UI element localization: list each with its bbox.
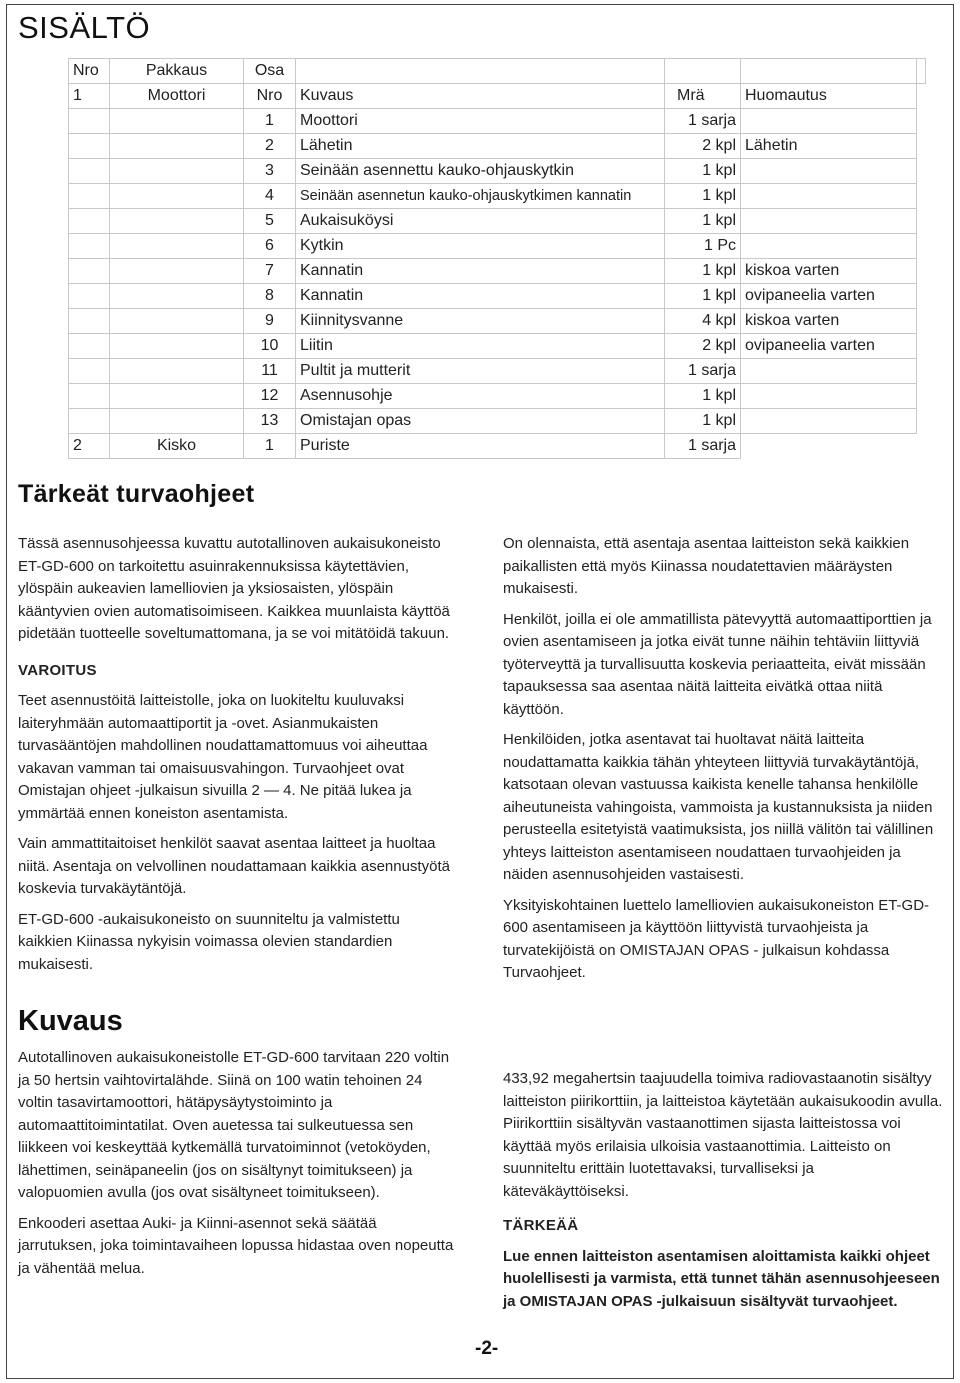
part-number: 3: [244, 159, 296, 184]
package-name: Moottori: [110, 84, 244, 109]
liability-paragraph: Henkilöiden, jotka asentavat tai huoltavat näitä laitteita noudattamatta kaikkia tähän yhteyteen liittyviä turvakäytäntöjä, katsotaan olevan vastuussa kaikista kenelle tahansa henkilölle aiheutuneista vahingoista, vammoista ja kustannuksista ja niiden perusteella esitetyistä vaatimuksista, jos niillä välitön tai välillinen yhteys laitteiston asentamiseen noudattaen turvaohjeiden ja näiden asennusohjeiden vastaisesti.: [503, 731, 934, 883]
part-note: [741, 159, 917, 184]
part-description: Seinään asennettu kauko-ohjauskytkin: [296, 159, 665, 184]
part-quantity: 1 Pc: [665, 234, 741, 259]
header-nro: Nro: [69, 59, 110, 84]
row-empty-cell: [110, 209, 244, 234]
warning-text: Teet asennustöitä laitteistolle, joka on luokiteltu kuuluvaksi laiteryhmään automaattiportit ja -ovet. Asianmukaisten turvasääntöjen mahdollinen noudattamattomuus voi aiheuttaa vakavan vamman tai omaisuusvahingon. Turvaohjeet ovat Omistajan ohjeet -julkaisun sivuilla 2 — 4. Ne pitää lukea ja ymmärtää ennen koneiston asentamista.: [18, 692, 428, 822]
header-empty-cell: [741, 59, 917, 84]
row-empty-cell: [110, 234, 244, 259]
table-row: [69, 309, 926, 334]
table-row: [69, 284, 926, 309]
parts-table: [68, 58, 926, 459]
row-empty-cell: [69, 184, 110, 209]
table-subheader-row: [69, 84, 926, 109]
row-empty-cell: [69, 159, 110, 184]
part-number: 4: [244, 184, 296, 209]
part-quantity: 1 kpl: [665, 384, 741, 409]
row-empty-cell: [110, 359, 244, 384]
row-empty-cell: [69, 384, 110, 409]
subheader-kuvaus: Kuvaus: [296, 84, 665, 109]
qualification-paragraph: Henkilöt, joilla ei ole ammatillista pätevyyttä automaattiporttien ja ovien asentamiseen ja jotka eivät tunne näihin tehtäviin liittyviä työterveyttä ja turvallisuutta koskevia periaatteita, eivät missään tapauksessa saa asentaa näitä laitteita eivätkä ottaa niitä käyttöön.: [503, 610, 932, 718]
part-note: [741, 109, 917, 134]
table-row: [69, 384, 926, 409]
row-empty-cell: [110, 384, 244, 409]
row-empty-cell: [110, 159, 244, 184]
subheader-osa-nro: Nro: [244, 84, 296, 109]
owner-guide-paragraph: Yksityiskohtainen luettelo lamelliovien aukaisukoneiston ET-GD-600 asentamiseen ja käyttöön liittyvistä turvaohjeista ja turvatekijöistä on OMISTAJAN OPAS - julkaisun kohdassa Turvaohjeet.: [503, 896, 930, 981]
part-number: 7: [244, 259, 296, 284]
table-row: [69, 159, 926, 184]
part-quantity: 1 kpl: [665, 184, 741, 209]
row-empty-cell: [69, 134, 110, 159]
header-empty-cell: [665, 59, 741, 84]
part-quantity: 1 sarja: [665, 359, 741, 384]
receiver-paragraph: 433,92 megahertsin taajuudella toimiva radiovastaanotin sisältyy laitteiston piirikorttiin, ja laitteistoa käytetään aukaisukoodin avulla. Piirikorttiin sisältyvän vastaanottimen sijasta laitteistossa voi käyttää myös erilaisia ulkoisia vastaanottimia. Laitteisto on suunniteltu erittäin luotettavaksi, turvalliseksi ja käteväkäyttöiseksi.: [503, 1070, 943, 1200]
table-row: [69, 359, 926, 384]
power-paragraph: Autotallinoven aukaisukoneistolle ET-GD-600 tarvitaan 220 voltin ja 50 hertsin vaihtovirtalähde. Siinä on 100 watin tehoinen 24 voltin tasavirtamoottori, hätäpysäytystoiminto ja automaattitoimintatilat. Oven auetessa tai sulkeutuessa sen liikkeen voi keskeyttää kytkemällä turvatoiminnot (vetoköyden, lähettimen, seinäpaneelin (jos on sisältynyt toimitukseen) ja valopuomien avulla (jos ovat sisältyneet toimitukseen).: [18, 1049, 450, 1201]
part-number: 1: [244, 434, 296, 459]
part-note: kiskoa varten: [741, 259, 917, 284]
page-number: -2-: [475, 1338, 499, 1359]
row-empty-cell: [110, 409, 244, 434]
part-number: 11: [244, 359, 296, 384]
row-empty-cell: [110, 109, 244, 134]
row-empty-cell: [69, 284, 110, 309]
part-quantity: 1 sarja: [665, 109, 741, 134]
compliance-paragraph: On olennaista, että asentaja asentaa laitteiston sekä kaikkien paikallisten että myös Kiinassa noudatettavien määräysten mukaisesti.: [503, 535, 910, 597]
description-right-column: [503, 1068, 943, 1321]
part-note: Lähetin: [741, 134, 917, 159]
subheader-huomautus: Huomautus: [741, 84, 917, 109]
table-row: [69, 109, 926, 134]
important-text: Lue ennen laitteiston asentamisen aloittamista kaikki ohjeet huolellisesti ja varmista, että tunnet tähän asennusohjeeseen ja OMISTAJAN OPAS -julkaisuun sisältyvät turvaohjeet.: [503, 1247, 940, 1310]
part-description: Kannatin: [296, 284, 665, 309]
part-quantity: 1 kpl: [665, 259, 741, 284]
row-empty-cell: [69, 209, 110, 234]
subheader-mra: Mrä: [665, 84, 741, 109]
part-description: Puriste: [296, 434, 665, 459]
part-number: 6: [244, 234, 296, 259]
part-description: Kannatin: [296, 259, 665, 284]
package-name: Kisko: [110, 434, 244, 459]
table-row: [69, 334, 926, 359]
safety-left-column: [18, 533, 458, 984]
part-quantity: 1 sarja: [665, 434, 741, 459]
part-description: Seinään asennetun kauko-ohjauskytkimen kannatin: [296, 184, 665, 209]
part-number: 5: [244, 209, 296, 234]
row-empty-cell: [110, 309, 244, 334]
safety-heading: Tärkeät turvaohjeet: [18, 480, 255, 508]
safety-intro: Tässä asennusohjeessa kuvattu autotallinoven aukaisukoneisto ET-GD-600 on tarkoitettu asuinrakennuksissa käytettävien, ylöspäin aukeavien lamelliovien ja yksiosaisten, ylöspäin kääntyvien ovien automatisoimiseen. Kaikkea muunlaista käyttöä pidetään tuotteelle soveltumattomana, ja se voi mitätöidä takuun.: [18, 535, 450, 642]
row-empty-cell: [69, 359, 110, 384]
professionals-paragraph: Vain ammattitaitoiset henkilöt saavat asentaa laitteet ja huoltaa niitä. Asentaja on velvollinen noudattamaan kaikkia asennustyötä koskevia turvakäytäntöjä.: [18, 835, 450, 897]
design-paragraph: ET-GD-600 -aukaisukoneisto on suunniteltu ja valmistettu kaikkien Kiinassa nykyisin voimassa olevien standardien mukaisesti.: [18, 910, 400, 973]
header-pakkaus: Pakkaus: [110, 59, 244, 84]
part-note: [741, 359, 917, 384]
part-description: Pultit ja mutterit: [296, 359, 665, 384]
row-empty-cell: [69, 334, 110, 359]
row-empty-cell: [69, 259, 110, 284]
part-number: 9: [244, 309, 296, 334]
header-empty-cell: [917, 59, 926, 84]
row-empty-cell: [110, 284, 244, 309]
safety-right-column: [503, 533, 943, 993]
table-row: [69, 259, 926, 284]
row-empty-cell: [110, 184, 244, 209]
table-row: [69, 184, 926, 209]
part-description: Aukaisuköysi: [296, 209, 665, 234]
part-note: ovipaneelia varten: [741, 284, 917, 309]
part-description: Asennusohje: [296, 384, 665, 409]
row-empty-cell: [110, 259, 244, 284]
part-number: 13: [244, 409, 296, 434]
encoder-paragraph: Enkooderi asettaa Auki- ja Kiinni-asennot sekä säätää jarrutuksen, joka toimintavaiheen lopussa hidastaa oven nopeutta ja vähentää melua.: [18, 1214, 454, 1277]
part-number: 12: [244, 384, 296, 409]
part-quantity: 1 kpl: [665, 159, 741, 184]
part-quantity: 2 kpl: [665, 334, 741, 359]
part-quantity: 1 kpl: [665, 409, 741, 434]
part-note: [741, 384, 917, 409]
part-number: 1: [244, 109, 296, 134]
table-row-kisko: [69, 434, 926, 459]
part-quantity: 2 kpl: [665, 134, 741, 159]
row-empty-cell: [69, 234, 110, 259]
part-description: Kytkin: [296, 234, 665, 259]
part-description: Liitin: [296, 334, 665, 359]
table-row: [69, 134, 926, 159]
part-quantity: 1 kpl: [665, 209, 741, 234]
header-osa: Osa: [244, 59, 296, 84]
part-number: 10: [244, 334, 296, 359]
part-quantity: 1 kpl: [665, 284, 741, 309]
part-description: Moottori: [296, 109, 665, 134]
part-number: 8: [244, 284, 296, 309]
description-left-column: [18, 1047, 458, 1288]
part-note: [741, 184, 917, 209]
part-description: Kiinnitysvanne: [296, 309, 665, 334]
part-quantity: 4 kpl: [665, 309, 741, 334]
part-note: kiskoa varten: [741, 309, 917, 334]
header-empty-cell: [296, 59, 665, 84]
row-empty-cell: [69, 409, 110, 434]
warning-label: VAROITUS: [18, 661, 97, 679]
part-note: ovipaneelia varten: [741, 334, 917, 359]
description-heading: Kuvaus: [18, 1005, 123, 1037]
table-row: [69, 409, 926, 434]
package-nro: 2: [69, 434, 110, 459]
important-label: TÄRKEÄÄ: [503, 1217, 579, 1234]
part-note: [741, 409, 917, 434]
row-empty-cell: [69, 109, 110, 134]
table-row: [69, 209, 926, 234]
package-nro: 1: [69, 84, 110, 109]
table-header-row: [69, 59, 926, 84]
row-empty-cell: [110, 334, 244, 359]
part-note: [741, 209, 917, 234]
table-row: [69, 234, 926, 259]
page-title: SISÄLTÖ: [18, 10, 151, 45]
part-number: 2: [244, 134, 296, 159]
row-empty-cell: [69, 309, 110, 334]
part-description: Lähetin: [296, 134, 665, 159]
part-note: [741, 234, 917, 259]
part-description: Omistajan opas: [296, 409, 665, 434]
row-empty-cell: [110, 134, 244, 159]
